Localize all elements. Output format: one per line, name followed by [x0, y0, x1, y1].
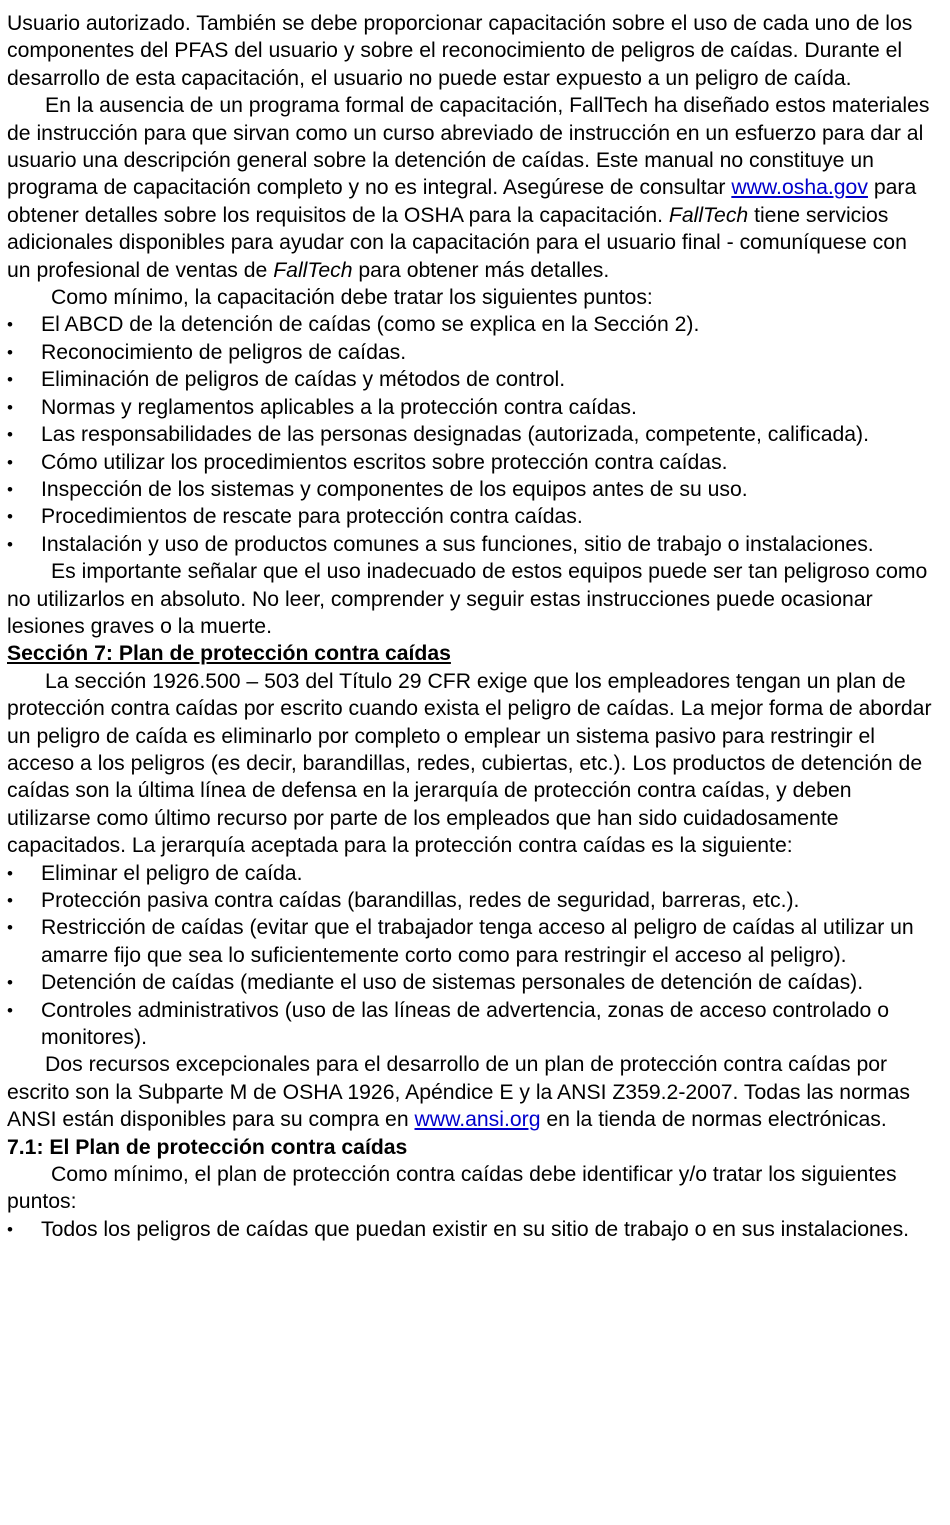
osha-link[interactable]: www.osha.gov — [731, 176, 868, 200]
plan-topics-list — [7, 1216, 936, 1243]
training-topics-list — [7, 311, 936, 558]
list-item: • Normas y reglamentos aplicables a la protección contra caídas. — [7, 394, 936, 421]
section-7-1-paragraph: Como mínimo, el plan de protección contra caídas debe identificar y/o tratar los siguientes puntos: — [7, 1163, 897, 1214]
resources-text-1: Dos recursos excepcionales para el desarrollo de un plan de protección contra caídas por escrito son la Subparte M de OSHA 1926, Apéndice E y la ANSI Z359.2-2007. Todas las normas ANSI están disponibles para su compra en — [7, 1053, 910, 1132]
list-item: • Reconocimiento de peligros de caídas. — [7, 339, 936, 366]
list-item: • Procedimientos de rescate para protección contra caídas. — [7, 503, 936, 530]
section-7-heading: Sección 7: Plan de protección contra caídas — [7, 642, 451, 666]
list-item: • Restricción de caídas (evitar que el trabajador tenga acceso al peligro de caídas al utilizar un amarre fijo que sea lo suficientemente corto como para restringir el acceso al peligro). — [7, 914, 936, 969]
list-item: • Todos los peligros de caídas que puedan existir en su sitio de trabajo o en sus instalaciones. — [7, 1216, 936, 1243]
brand-name: FallTech — [668, 203, 749, 227]
ansi-link[interactable]: www.ansi.org — [414, 1108, 541, 1132]
list-item: • Las responsabilidades de las personas designadas (autorizada, competente, calificada). — [7, 421, 936, 448]
fall-protection-hierarchy-list — [7, 860, 936, 1052]
training-text-1: En la ausencia de un programa formal de capacitación, FallTech ha diseñado estos materiales de instrucción para que sirvan como un curso abreviado de instrucción en un esfuerzo para dar al usuario una descripción general sobre la detención de caídas. Este manual no constituye un programa de capacitación completo y no es integral. Asegúrese de consultar — [7, 94, 930, 200]
intro-paragraph: Usuario autorizado. También se debe proporcionar capacitación sobre el uso de cada uno de los componentes del PFAS del usuario y sobre el reconocimiento de peligros de caídas. Durante el desarrollo de esta capacitación, el usuario no puede estar expuesto a un peligro de caída. — [7, 12, 913, 90]
list-item: • Protección pasiva contra caídas (barandillas, redes de seguridad, barreras, etc.). — [7, 887, 936, 914]
training-paragraph — [7, 92, 936, 284]
list-item: • Controles administrativos (uso de las líneas de advertencia, zonas de acceso controlado o monitores). — [7, 997, 936, 1052]
list-item: • Instalación y uso de productos comunes a sus funciones, sitio de trabajo o instalaciones. — [7, 531, 936, 558]
brand-name: FallTech — [273, 258, 353, 282]
section-7-1-heading: 7.1: El Plan de protección contra caídas — [7, 1135, 408, 1159]
list-item: • Cómo utilizar los procedimientos escritos sobre protección contra caídas. — [7, 449, 936, 476]
training-text-4: para obtener más detalles. — [352, 258, 610, 282]
warning-paragraph: Es importante señalar que el uso inadecuado de estos equipos puede ser tan peligroso como no utilizarlos en absoluto. No leer, comprender y seguir estas instrucciones puede ocasionar lesiones graves o la muerte. — [7, 560, 928, 638]
training-text-2: para obtener detalles sobre los requisitos de la OSHA para la capacitación. — [7, 176, 917, 227]
training-text-3: tiene servicios adicionales disponibles para ayudar con la capacitación para el usuario final - comuníquese con un profesional de ventas de — [7, 203, 907, 282]
list-item: • Eliminar el peligro de caída. — [7, 860, 936, 887]
list-item: • Eliminación de peligros de caídas y métodos de control. — [7, 366, 936, 393]
list-item: • Detención de caídas (mediante el uso de sistemas personales de detención de caídas). — [7, 969, 936, 996]
list-item: • Inspección de los sistemas y componentes de los equipos antes de su uso. — [7, 476, 936, 503]
resources-paragraph — [7, 1051, 936, 1133]
resources-text-2: en la tienda de normas electrónicas. — [540, 1108, 887, 1132]
minimum-training-paragraph: Como mínimo, la capacitación debe tratar los siguientes puntos: — [51, 286, 653, 310]
section-7-paragraph: La sección 1926.500 – 503 del Título 29 CFR exige que los empleadores tengan un plan de protección contra caídas por escrito cuando exista el peligro de caídas. La mejor forma de abordar un peligro de caída es eliminarlo por completo o emplear un sistema pasivo para restringir el acceso a los peligros (es decir, barandillas, redes, cubiertas, etc.). Los productos de detención de caídas son la última línea de defensa en la jerarquía de protección contra caídas, y deben utilizarse como último recurso por parte de los empleados que han sido cuidadosamente capacitados. La jerarquía aceptada para la protección contra caídas es la siguiente: — [7, 669, 932, 858]
list-item: • El ABCD de la detención de caídas (como se explica en la Sección 2). — [7, 311, 936, 338]
